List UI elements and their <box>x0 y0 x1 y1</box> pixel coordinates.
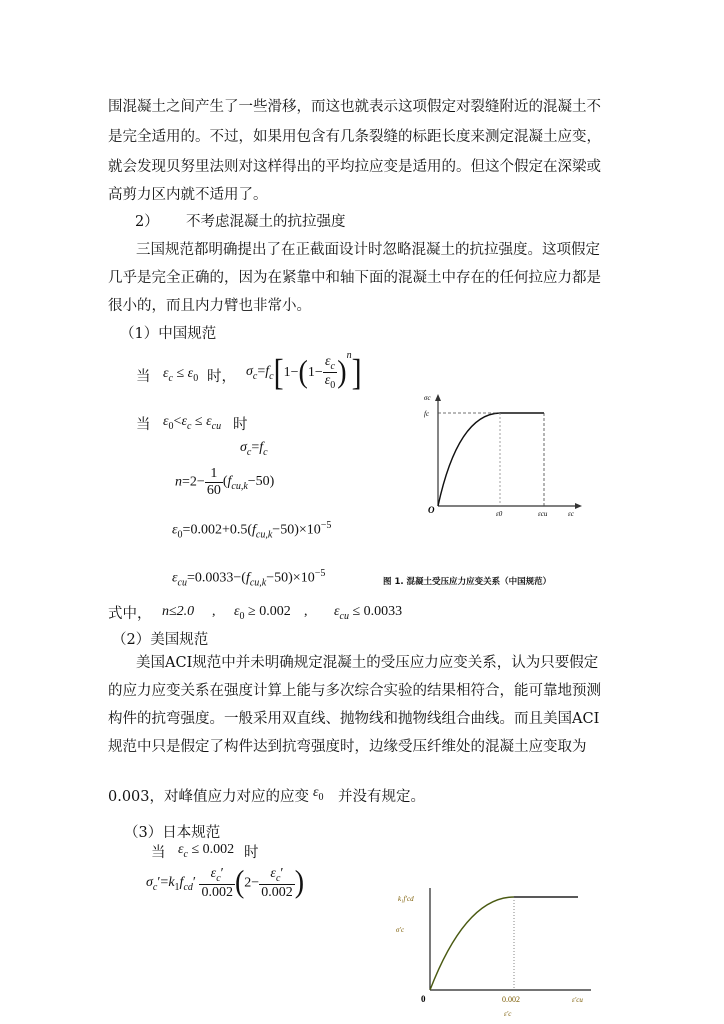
usa-line5b: 并没有规定。 <box>338 789 425 805</box>
japan-cond: $\varepsilon_c \le 0.002$ <box>178 842 235 860</box>
paragraph2-line1: 三国规范都明确提出了在正截面设计时忽略混凝土的抗拉强度。这项假定 <box>136 242 600 258</box>
usa-line1: 美国ACI规范中并未明确规定混凝土的受压应力应变关系，认为只要假定 <box>136 655 599 671</box>
japan-stress-strain-figure <box>386 880 596 1020</box>
china-stress-strain-figure <box>418 388 586 518</box>
china-when1: 当 <box>136 369 151 385</box>
china-label-sigma: σc <box>424 394 431 402</box>
paragraph2-line2: 几乎是完全正确的，因为在紧靠中和轴下面的混凝土中存在的任何拉应力都是 <box>108 270 601 286</box>
japan-heading: （3）日本规范 <box>124 825 221 841</box>
usa-heading: （2）美国规范 <box>112 632 209 648</box>
section2-title: 不考虑混凝土的抗拉强度 <box>186 214 346 230</box>
china-label-fc: fc <box>424 410 430 418</box>
japan-when: 当 <box>151 845 166 861</box>
china-cond2-time: 时 <box>233 417 248 433</box>
usa-line3: 构件的抗弯强度。一般采用双直线、抛物线和抛物线组合曲线。而且美国ACI <box>108 711 600 727</box>
china-label-ec: εc <box>568 510 574 518</box>
where-e0: $\varepsilon_0 \ge 0.002$ <box>234 604 291 622</box>
china-n-formula: n=2− $\frac{1}{60}$ $(f_{cu,k}-50)$ <box>175 466 275 498</box>
usa-eps0: $\varepsilon_0$ <box>313 785 324 803</box>
usa-line5a: 0.003，对峰值应力对应的应变 <box>108 789 310 805</box>
china-sigma-fc: $\sigma_c=f_c$ <box>240 440 268 458</box>
section2-number: 2） <box>135 214 159 230</box>
paragraph1-line1: 围混凝土之间产生了一些滑移，而这也就表示这项假定对裂缝附近的混凝土不 <box>108 99 601 115</box>
where-label: 式中， <box>108 606 152 622</box>
china-parabola <box>438 413 500 506</box>
china-cond1: $\varepsilon_c \le \varepsilon_0$ <box>163 366 199 384</box>
japan-time: 时 <box>244 845 259 861</box>
china-label-origin: O <box>428 505 435 515</box>
where-sep2: , <box>304 604 308 619</box>
china-figure-caption: 图 1. 混凝土受压应力应变关系（中国规范） <box>383 577 552 587</box>
where-n: n≤2.0 <box>162 604 195 619</box>
usa-line2: 的应力应变关系在强度计算上能与多次综合实验的结果相符合，能可靠地预测 <box>108 683 601 699</box>
japan-label-origin: 0 <box>421 994 426 1004</box>
japan-parabola <box>430 897 514 990</box>
china-when2: 当 <box>136 417 151 433</box>
japan-formula: $\sigma_c'=k_1f_{cd}'$ $\frac{\varepsilon_c'}{0.002}$ (2− $\frac{\varepsilon_c'}{0.002}$ ) <box>146 865 305 901</box>
paragraph1-line3: 就会发现贝努里法则对这样得出的平均拉应变是适用的。但这个假定在深梁或 <box>108 159 601 175</box>
china-x-arrow <box>575 503 582 509</box>
paragraph1-line2: 是完全适用的。不过，如果用包含有几条裂缝的标距长度来测定混凝土应变， <box>108 129 601 145</box>
china-sigma-formula: $\sigma_c=f_c[1-(1-$ $\frac{\varepsilon_c}{\varepsilon_0}$ )$^n$] <box>246 350 362 393</box>
japan-label-ec: ε′c <box>504 1010 512 1018</box>
china-eps0-formula: $\varepsilon_0=0.002+0.5(f_{cu,k}-50)\times 10^{-5}$ <box>172 520 332 541</box>
china-heading: （1）中国规范 <box>120 326 217 342</box>
japan-label-002: 0.002 <box>502 995 520 1004</box>
japan-label-ecu: ε′cu <box>572 996 583 1004</box>
where-sep1: , <box>212 604 216 619</box>
where-ecu: $\varepsilon_{cu} \le 0.0033$ <box>334 604 403 622</box>
china-epscu-formula: $\varepsilon_{cu}=0.0033-(f_{cu,k}-50)\times 10^{-5}$ <box>172 568 326 589</box>
china-cond1-time: 时， <box>207 369 236 385</box>
china-y-arrow <box>435 394 441 401</box>
japan-label-k1fcd: k₁f′cd <box>398 895 414 903</box>
paragraph2-line3: 很小的，而且内力臂也非常小。 <box>108 298 311 314</box>
usa-line4: 规范中只是假定了构件达到抗弯强度时，边缘受压纤维处的混凝土应变取为 <box>108 739 587 755</box>
china-label-e0: ε0 <box>496 510 503 518</box>
china-label-ecu: εcu <box>538 510 548 518</box>
japan-label-sigma: σ′c <box>396 926 405 934</box>
paragraph1-line4: 高剪力区内就不适用了。 <box>108 187 268 203</box>
china-cond2: $\varepsilon_0<\varepsilon_c \le \varepsilon_{cu}$ <box>163 414 222 432</box>
